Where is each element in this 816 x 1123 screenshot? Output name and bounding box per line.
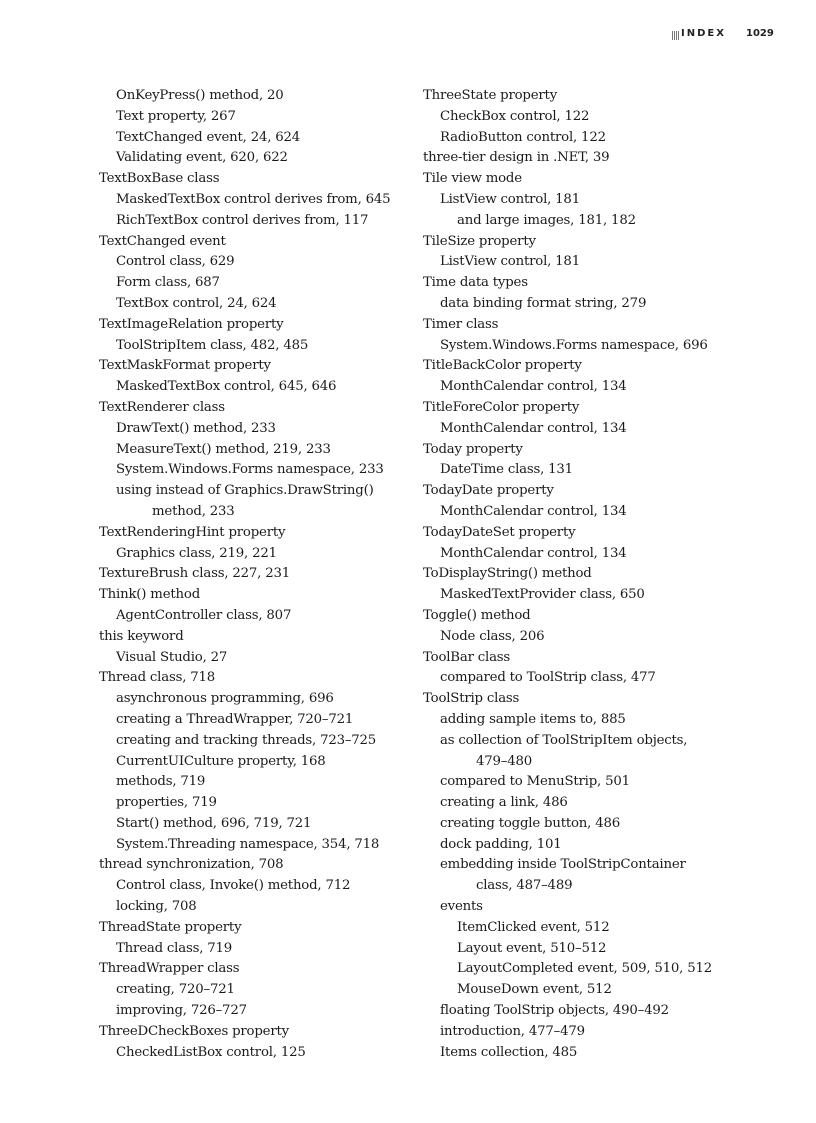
index-subentry: creating and tracking threads, 723–725	[116, 732, 377, 748]
index-subentry: compared to ToolStrip class, 477	[440, 670, 656, 686]
index-subentry: creating a link, 486	[440, 795, 568, 811]
index-entry: TextRenderer class	[99, 399, 225, 415]
index-entry: ToDisplayString() method	[423, 566, 592, 582]
index-entry: ThreeState property	[423, 88, 558, 103]
index-subentry: MeasureText() method, 219, 233	[116, 441, 331, 457]
index-subentry: ListView control, 181	[440, 191, 580, 207]
index-entry: Today property	[423, 441, 523, 457]
index-subentry: CurrentUICulture property, 168	[116, 753, 326, 769]
running-header	[0, 28, 816, 44]
index-subentry: adding sample items to, 885	[440, 711, 626, 727]
index-subentry: Node class, 206	[440, 628, 545, 644]
index-subentry: asynchronous programming, 696	[116, 691, 334, 707]
index-subentry: properties, 719	[116, 795, 217, 811]
index-subentry: locking, 708	[116, 899, 197, 915]
index-subentry: improving, 726–727	[116, 1003, 247, 1019]
index-entry: TextureBrush class, 227, 231	[99, 566, 290, 582]
index-subentry: creating a ThreadWrapper, 720–721	[116, 711, 354, 727]
index-entry: Think() method	[99, 587, 201, 603]
index-subentry: introduction, 477–479	[440, 1023, 585, 1039]
index-entry: TodayDateSet property	[423, 524, 576, 540]
index-subentry: creating toggle button, 486	[440, 815, 620, 831]
index-subentry: System.Windows.Forms namespace, 696	[440, 337, 708, 353]
index-entry: Time data types	[423, 275, 528, 291]
index-subentry: MaskedTextBox control, 645, 646	[116, 379, 337, 395]
index-subentry: Text property, 267	[116, 108, 236, 124]
index-subentry: RadioButton control, 122	[440, 129, 606, 145]
index-entry: TextImageRelation property	[99, 316, 284, 332]
index-subentry: Layout event, 510–512	[457, 940, 607, 956]
index-entry: ThreeDCheckBoxes property	[99, 1023, 289, 1039]
index-entry: Toggle() method	[423, 607, 531, 623]
index-subentry: Control class, Invoke() method, 712	[116, 878, 351, 894]
index-subentry: Form class, 687	[116, 275, 220, 291]
index-subentry: OnKeyPress() method, 20	[116, 88, 284, 103]
index-subentry: DrawText() method, 233	[116, 420, 276, 436]
index-subentry: TextBox control, 24, 624	[116, 295, 277, 311]
index-subentry: LayoutCompleted event, 509, 510, 512	[457, 961, 713, 977]
index-entry: TitleForeColor property	[423, 399, 580, 415]
index-subentry: compared to MenuStrip, 501	[440, 774, 630, 790]
index-entry: TitleBackColor property	[423, 358, 582, 374]
index-subentry: MaskedTextBox control derives from, 645	[116, 191, 391, 207]
index-subentry: events	[440, 899, 483, 915]
index-subentry: System.Windows.Forms namespace, 233	[116, 462, 384, 478]
index-subentry: and large images, 181, 182	[457, 212, 636, 228]
index-entry: Timer class	[423, 316, 499, 332]
index-subentry: 479–480	[476, 753, 533, 769]
index-subentry: System.Threading namespace, 354, 718	[116, 836, 380, 852]
index-subentry: Start() method, 696, 719, 721	[116, 815, 312, 831]
index-entry: ThreadWrapper class	[99, 961, 240, 977]
index-subentry: Validating event, 620, 622	[116, 150, 288, 166]
index-subentry: as collection of ToolStripItem objects,	[440, 732, 688, 748]
index-column-right	[423, 86, 803, 1063]
index-subentry: Thread class, 719	[116, 940, 233, 956]
index-subentry: creating, 720–721	[116, 982, 235, 998]
header-tab-mark	[672, 31, 680, 40]
index-subentry: method, 233	[152, 503, 235, 519]
index-entry: Thread class, 718	[99, 670, 216, 686]
index-subentry: MonthCalendar control, 134	[440, 379, 627, 395]
index-subentry: MonthCalendar control, 134	[440, 503, 627, 519]
index-column-left	[99, 86, 419, 1063]
index-subentry: MaskedTextProvider class, 650	[440, 587, 645, 603]
index-subentry: dock padding, 101	[440, 836, 562, 852]
index-subentry: Control class, 629	[116, 254, 235, 270]
index-subentry: Visual Studio, 27	[116, 649, 228, 665]
index-entry: TextChanged event	[99, 233, 226, 249]
index-subentry: MouseDown event, 512	[457, 982, 612, 998]
index-subentry: using instead of Graphics.DrawString()	[116, 483, 374, 499]
page-number: 1029	[746, 28, 774, 39]
index-entry: this keyword	[99, 628, 184, 644]
index-entry: TextBoxBase class	[99, 171, 220, 187]
index-entry: three-tier design in .NET, 39	[423, 150, 610, 166]
index-subentry: TextChanged event, 24, 624	[116, 129, 301, 145]
index-entry: thread synchronization, 708	[99, 857, 284, 873]
index-entry: Tile view mode	[423, 171, 522, 187]
index-subentry: Graphics class, 219, 221	[116, 545, 277, 561]
index-subentry: floating ToolStrip objects, 490–492	[440, 1003, 669, 1019]
index-entry: ToolStrip class	[423, 691, 520, 707]
index-entry: TileSize property	[423, 233, 536, 249]
index-subentry: ItemClicked event, 512	[457, 919, 610, 935]
index-subentry: ListView control, 181	[440, 254, 580, 270]
index-subentry: methods, 719	[116, 774, 206, 790]
index-subentry: RichTextBox control derives from, 117	[116, 212, 369, 228]
index-subentry: MonthCalendar control, 134	[440, 420, 627, 436]
section-label: INDEX	[681, 28, 726, 39]
index-subentry: class, 487–489	[476, 878, 573, 894]
index-subentry: embedding inside ToolStripContainer	[440, 857, 686, 873]
index-subentry: CheckedListBox control, 125	[116, 1044, 306, 1060]
index-subentry: MonthCalendar control, 134	[440, 545, 627, 561]
index-subentry: data binding format string, 279	[440, 295, 647, 311]
index-entry: TextMaskFormat property	[99, 358, 271, 374]
index-subentry: DateTime class, 131	[440, 462, 573, 478]
index-entry: ThreadState property	[99, 919, 242, 935]
index-subentry: ToolStripItem class, 482, 485	[116, 337, 309, 353]
index-subentry: Items collection, 485	[440, 1044, 578, 1060]
index-subentry: CheckBox control, 122	[440, 108, 590, 124]
index-entry: TextRenderingHint property	[99, 524, 286, 540]
index-entry: TodayDate property	[423, 483, 554, 499]
index-subentry: AgentController class, 807	[116, 607, 292, 623]
index-entry: ToolBar class	[423, 649, 511, 665]
